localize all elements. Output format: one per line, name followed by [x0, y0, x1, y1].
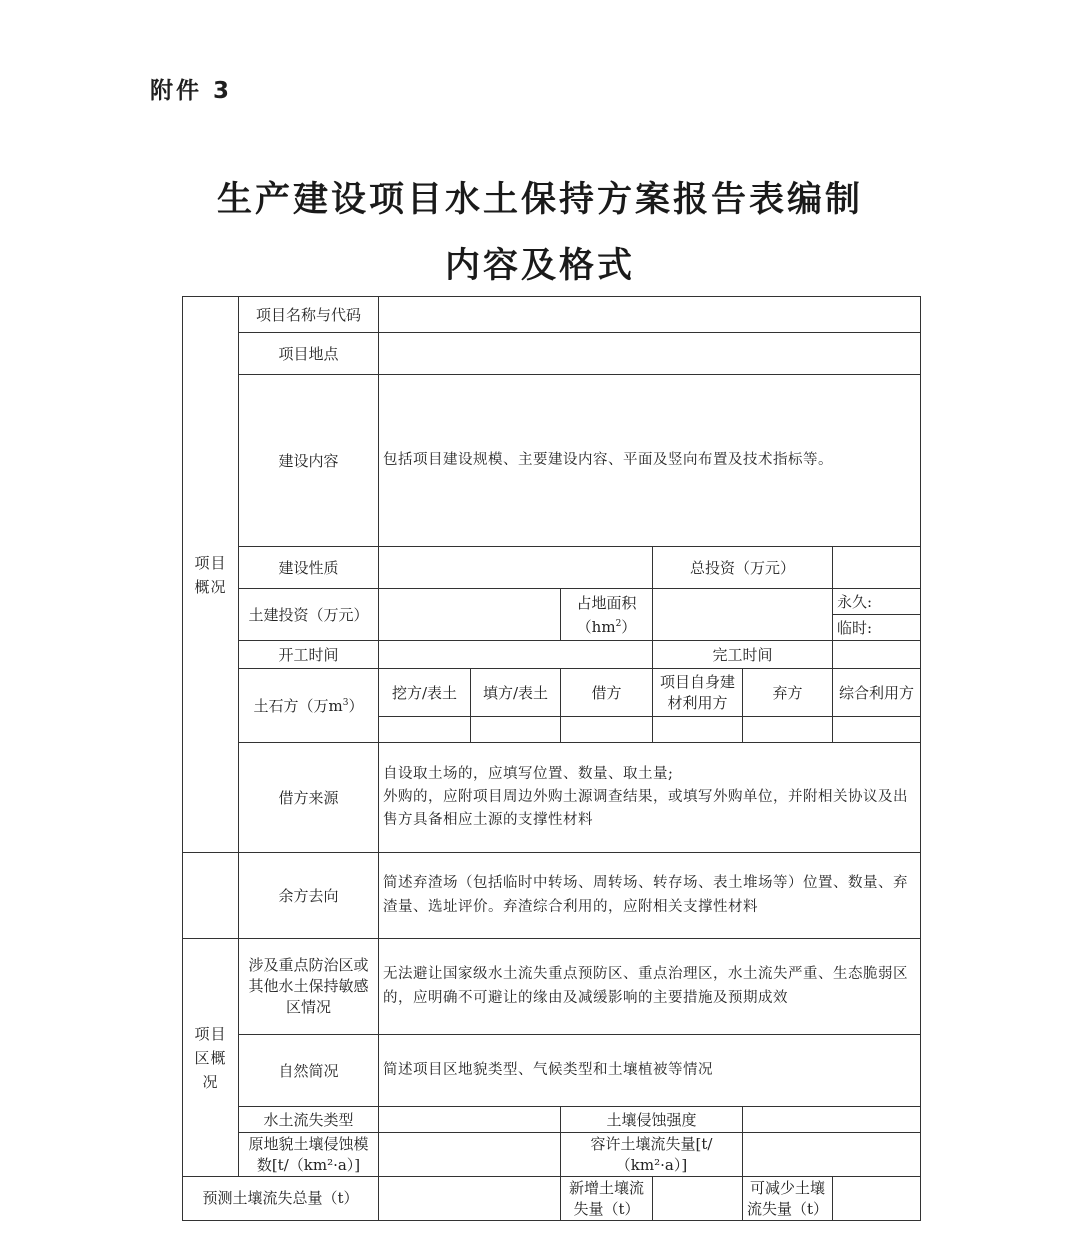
label-permanent: 永久: [833, 589, 921, 615]
field-fill[interactable] [471, 717, 561, 743]
label-predicted-total: 预测土壤流失总量（t） [183, 1177, 379, 1221]
label-location: 项目地点 [239, 333, 379, 375]
label-sensitive-area: 涉及重点防治区或其他水土保持敏感区情况 [239, 939, 379, 1035]
field-end-time[interactable] [833, 641, 921, 669]
label-civil-investment: 土建投资（万元） [239, 589, 379, 641]
sensitive-area-desc: 无法避让国家级水土流失重点预防区、重点治理区，水土流失严重、生态脆弱区的，应明确不可避让的缘由及减缓影响的主要措施及预期成效 [379, 939, 921, 1035]
label-original-modulus: 原地貌土壤侵蚀模数[t/（km²·a）] [239, 1133, 379, 1177]
label-earthwork: 土石方（万$m^3$） [239, 669, 379, 743]
label-start-time: 开工时间 [239, 641, 379, 669]
field-new-loss[interactable] [653, 1177, 743, 1221]
label-erosion-intensity: 土壤侵蚀强度 [561, 1107, 743, 1133]
col-borrow: 借方 [561, 669, 653, 717]
label-land-area: 占地面积 $(hm^2)$ [561, 589, 653, 641]
field-start-time[interactable] [379, 641, 653, 669]
document-subtitle: 内容及格式 [444, 246, 635, 286]
field-reducible-loss[interactable] [833, 1177, 921, 1221]
label-surplus-destination: 余方去向 [239, 853, 379, 939]
borrow-source-desc: 自设取土场的，应填写位置、数量、取土量; 外购的，应附项目周边外购土源调查结果，或填写外购单位，并附相关协议及出售方具备相应土源的支撑性材料 [379, 743, 921, 853]
section-project-area-overview: 项目区概况 [183, 939, 239, 1177]
field-excavation[interactable] [379, 717, 471, 743]
col-excavation: 挖方/表土 [379, 669, 471, 717]
natural-overview-desc: 简述项目区地貌类型、气候类型和土壤植被等情况 [379, 1035, 921, 1107]
label-natural-overview: 自然简况 [239, 1035, 379, 1107]
col-self-use: 项目自身建材利用方 [653, 669, 743, 717]
report-form-table [182, 296, 921, 1221]
section-project-overview-cont [183, 853, 239, 939]
label-reducible-loss: 可减少土壤流失量（t） [743, 1177, 833, 1221]
label-end-time: 完工时间 [653, 641, 833, 669]
col-fill: 填方/表土 [471, 669, 561, 717]
field-nature[interactable] [379, 547, 653, 589]
field-total-investment[interactable] [833, 547, 921, 589]
field-borrow[interactable] [561, 717, 653, 743]
label-temporary: 临时: [833, 615, 921, 641]
label-construction-content: 建设内容 [239, 375, 379, 547]
label-nature: 建设性质 [239, 547, 379, 589]
document-title: 生产建设项目水土保持方案报告表编制 [216, 180, 863, 220]
col-reuse: 综合利用方 [833, 669, 921, 717]
section-project-overview: 项目概况 [183, 297, 239, 853]
field-waste[interactable] [743, 717, 833, 743]
field-self-use[interactable] [653, 717, 743, 743]
construction-content-desc: 包括项目建设规模、主要建设内容、平面及竖向布置及技术指标等。 [379, 375, 921, 547]
surplus-destination-desc: 简述弃渣场（包括临时中转场、周转场、转存场、表土堆场等）位置、数量、弃渣量、选址评价。弃渣综合利用的，应附相关支撑性材料 [379, 853, 921, 939]
attachment-label: 附件 3 [150, 78, 233, 104]
label-new-loss: 新增土壤流失量（t） [561, 1177, 653, 1221]
field-original-modulus[interactable] [379, 1133, 561, 1177]
field-reuse[interactable] [833, 717, 921, 743]
label-allowable-loss: 容许土壤流失量[t/（km²·a）] [561, 1133, 743, 1177]
col-waste: 弃方 [743, 669, 833, 717]
field-civil-investment[interactable] [379, 589, 561, 641]
field-name-code[interactable] [379, 297, 921, 333]
field-erosion-type[interactable] [379, 1107, 561, 1133]
field-erosion-intensity[interactable] [743, 1107, 921, 1133]
label-erosion-type: 水土流失类型 [239, 1107, 379, 1133]
field-land-area[interactable] [653, 589, 833, 641]
field-predicted-total[interactable] [379, 1177, 561, 1221]
field-allowable-loss[interactable] [743, 1133, 921, 1177]
label-name-code: 项目名称与代码 [239, 297, 379, 333]
label-borrow-source: 借方来源 [239, 743, 379, 853]
label-total-investment: 总投资（万元） [653, 547, 833, 589]
field-location[interactable] [379, 333, 921, 375]
